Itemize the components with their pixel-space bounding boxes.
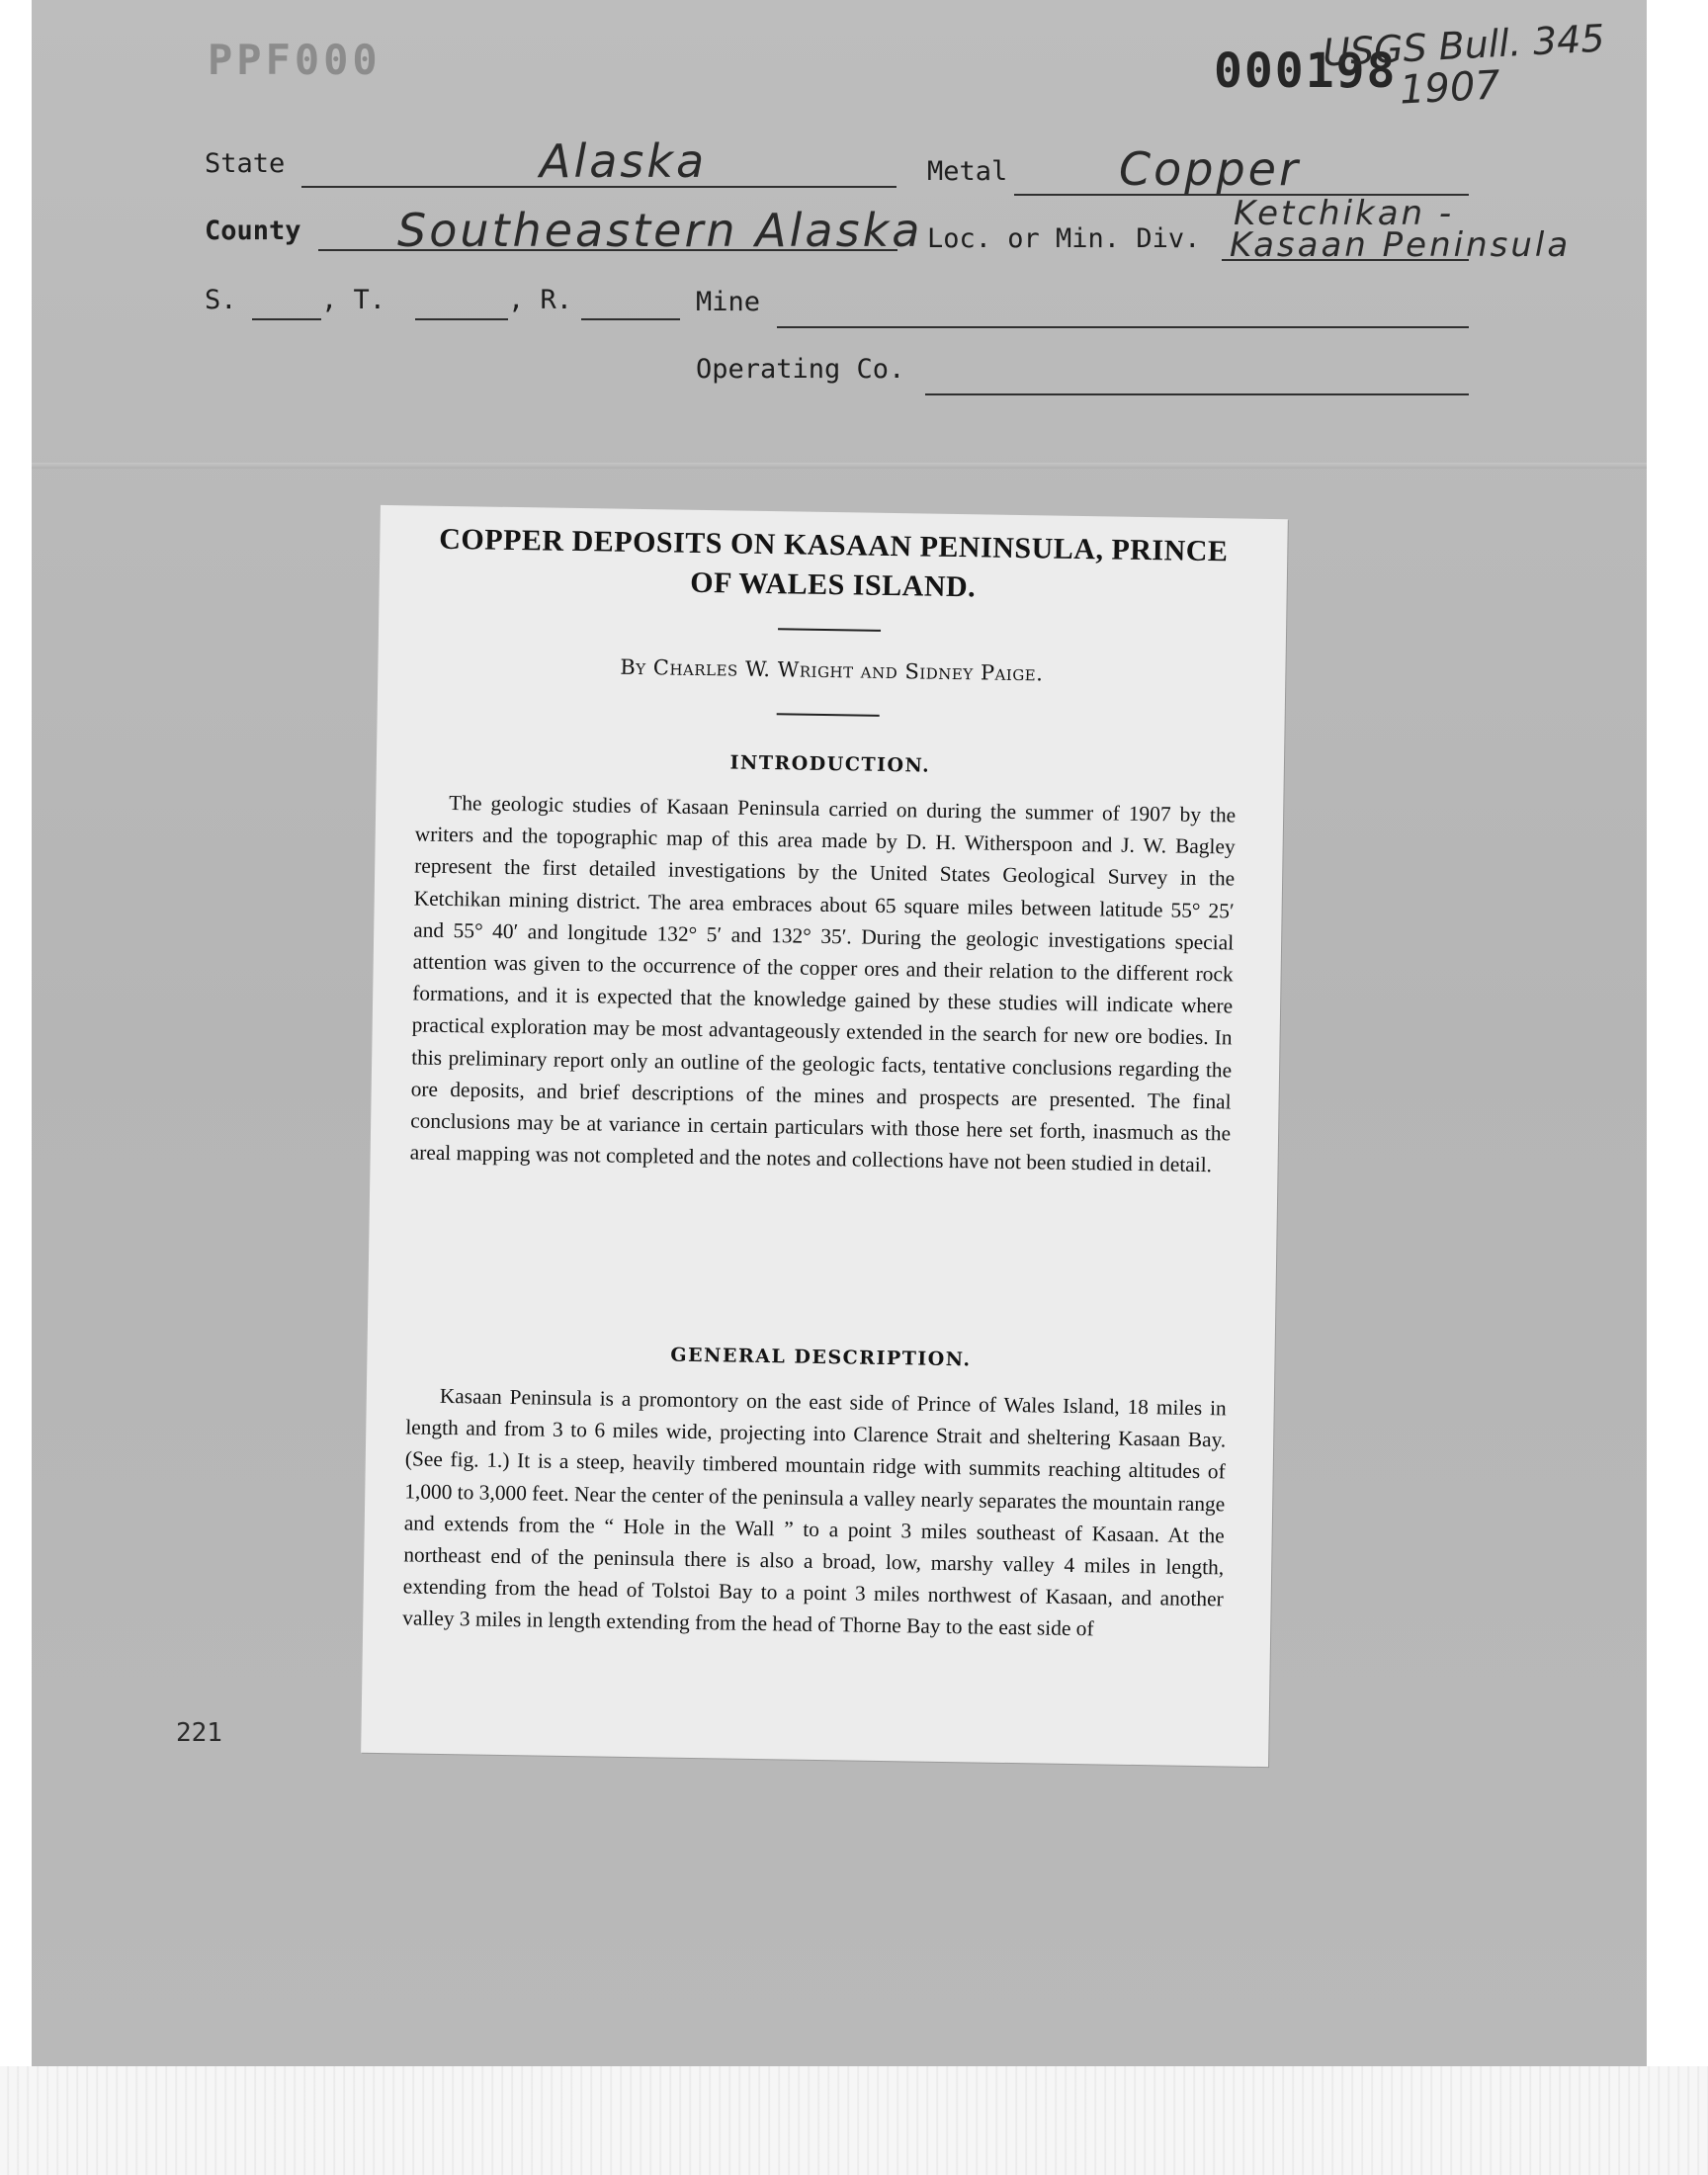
state-label: State — [205, 148, 286, 179]
scan-edge — [0, 2066, 1708, 2175]
introduction-heading: INTRODUCTION. — [729, 751, 931, 777]
metal-value: Copper — [1119, 142, 1301, 196]
handwritten-source-note: USGS Bull. 345 — [1322, 16, 1606, 75]
loc-div-value-line2: Kasaan Peninsula — [1230, 225, 1572, 265]
title-rule — [778, 628, 881, 632]
page-number: 221 — [176, 1718, 222, 1748]
mine-label: Mine — [696, 287, 761, 317]
mine-field-line — [777, 326, 1469, 328]
loc-div-value-line1: Ketchikan - — [1234, 194, 1455, 233]
general-description-paragraph: Kasaan Peninsula is a promontory on the east side of Prince of Wales Island, 18 miles in length and from 3 to 6 miles wide, projecting into Clarence Strait and sheltering Kasaan Bay. (See fig. 1.) It is a steep, heavily timbered mountain ridge with summits reaching altitudes of 1,000 to 3,000 feet. Near the center of the peninsula a valley nearly separates the mountain range and extends from the “ Hole in the Wall ” to a point 3 miles southeast of Kasaan. At the northeast end of the peninsula there is also a broad, low, marshy valley 4 miles in length, extending from the head of Tolstoi Bay to a point 3 miles northwest of Kasaan, and another valley 3 miles in length extending from the head of Thorne Bay to the east side of — [402, 1383, 1227, 1641]
operating-co-field-line — [925, 393, 1469, 395]
stamp-serial-number: 000198 — [1214, 44, 1398, 99]
general-description-heading: GENERAL DESCRIPTION. — [670, 1344, 972, 1371]
metal-label: Metal — [927, 156, 1008, 187]
stamp-serial-left: PPF000 — [208, 36, 382, 84]
operating-co-label: Operating Co. — [696, 354, 905, 385]
article-title: COPPER DEPOSITS ON KASAAN PENINSULA, PRINCE OF WALES ISLAND. — [439, 522, 1229, 604]
article-clipping — [361, 505, 1288, 1767]
article-byline: By Charles W. Wright and Sidney Paige. — [620, 654, 1044, 686]
county-label: County — [205, 216, 301, 246]
township-label: , T. — [321, 285, 386, 315]
state-value: Alaska — [540, 134, 708, 188]
section-field-line — [252, 318, 321, 320]
section-label: S. — [205, 285, 237, 315]
township-field-line — [415, 318, 508, 320]
range-label: , R. — [508, 285, 573, 315]
introduction-paragraph: The geologic studies of Kasaan Peninsula carried on during the summer of 1907 by the writers and the topographic map of this area made by D. H. Witherspoon and J. W. Bagley represent the first detailed investigations by the United States Geological Survey in the Ketchikan mining district. The area embraces about 65 square miles between latitude 55° 25′ and 55° 40′ and longitude 132° 5′ and 132° 35′. During the geologic investigations special attention was given to the occurrence of the copper ores and their relation to the different rock formations, and it is expected that the knowledge gained by these studies will indicate where practical exploration may be most advantageously extended in the search for new ore bodies. In this preliminary report only an outline of the geologic facts, tentative conclusions regarding the ore deposits, and brief descriptions of the mines and prospects are presented. The final conclusions may be at variance in certain particulars with those here set forth, inasmuch as the areal mapping was not completed and the notes and collections have not been studied in detail. — [409, 790, 1237, 1177]
range-field-line — [581, 318, 680, 320]
paper-fold — [32, 463, 1647, 469]
loc-div-label: Loc. or Min. Div. — [927, 223, 1201, 254]
county-value: Southeastern Alaska — [397, 204, 923, 257]
handwritten-year-note: 1907 — [1398, 62, 1501, 114]
byline-rule — [777, 713, 880, 717]
